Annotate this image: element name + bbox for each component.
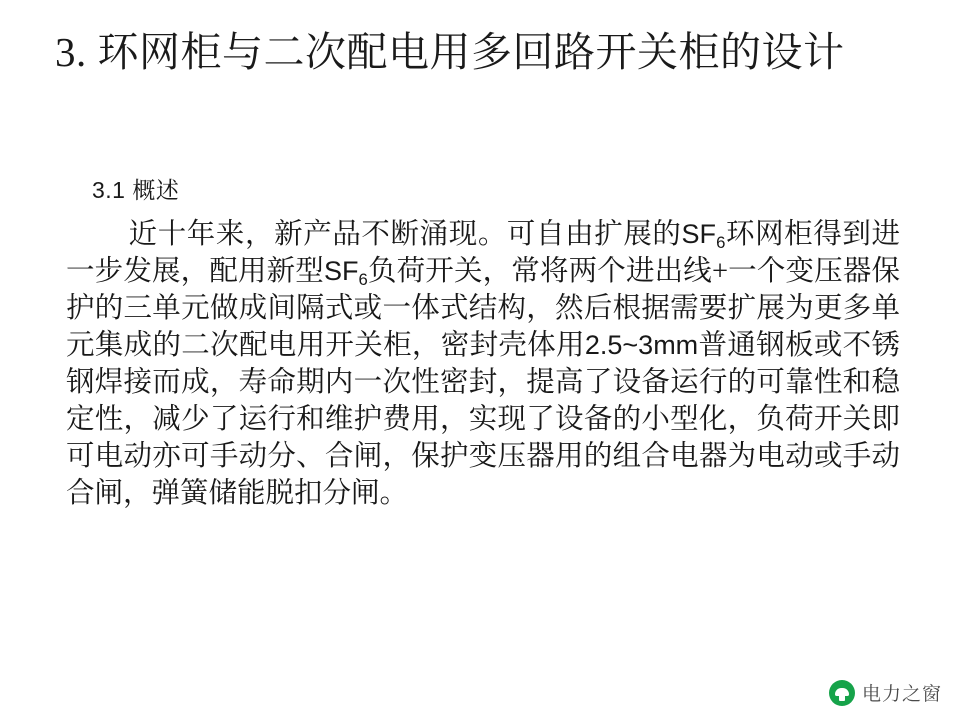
page-title: 3. 环网柜与二次配电用多回路开关柜的设计 [55,29,845,75]
paragraph-part-4: 普通钢板或不锈钢焊接而成，寿命期内一次性密封，提高了设备运行的可靠性和稳定性，减少了运行和维护费用，实现了设备的小型化，负荷开关即可电动亦可手动分、合闸，保护变压器用的组合电器为电动或手动合闸，弹簧储能脱扣分闸。 [66,330,900,510]
sf6-subscript-first: 6 [716,233,726,253]
paragraph-part-3: 负荷开关，常将两个进出线+一个变压器保护的三单元做成间隔式或一体式结构，然后根据需要扩展为更多单元集成的二次配电用开关柜，密封壳体用 [66,256,900,362]
paragraph-part-1: 近十年来，新产品不断涌现。可自由扩展的 [128,219,682,250]
thickness-spec: 2.5~3mm [584,330,699,361]
paragraph-part-2: 环网柜得到进一步发展，配用新型 [66,219,900,288]
body-paragraph [66,216,900,512]
sf6-base-first: SF [681,219,717,249]
sf6-base-second: SF [323,256,359,287]
green-circle-lamp-icon [829,680,855,706]
watermark-label: 电力之窗 [861,684,942,705]
watermark [829,679,942,706]
sf6-subscript-second: 6 [358,270,368,290]
sf6-symbol-second [323,256,368,290]
section-heading: 3.1 概述 [92,177,180,203]
sf6-symbol-first [681,219,726,253]
